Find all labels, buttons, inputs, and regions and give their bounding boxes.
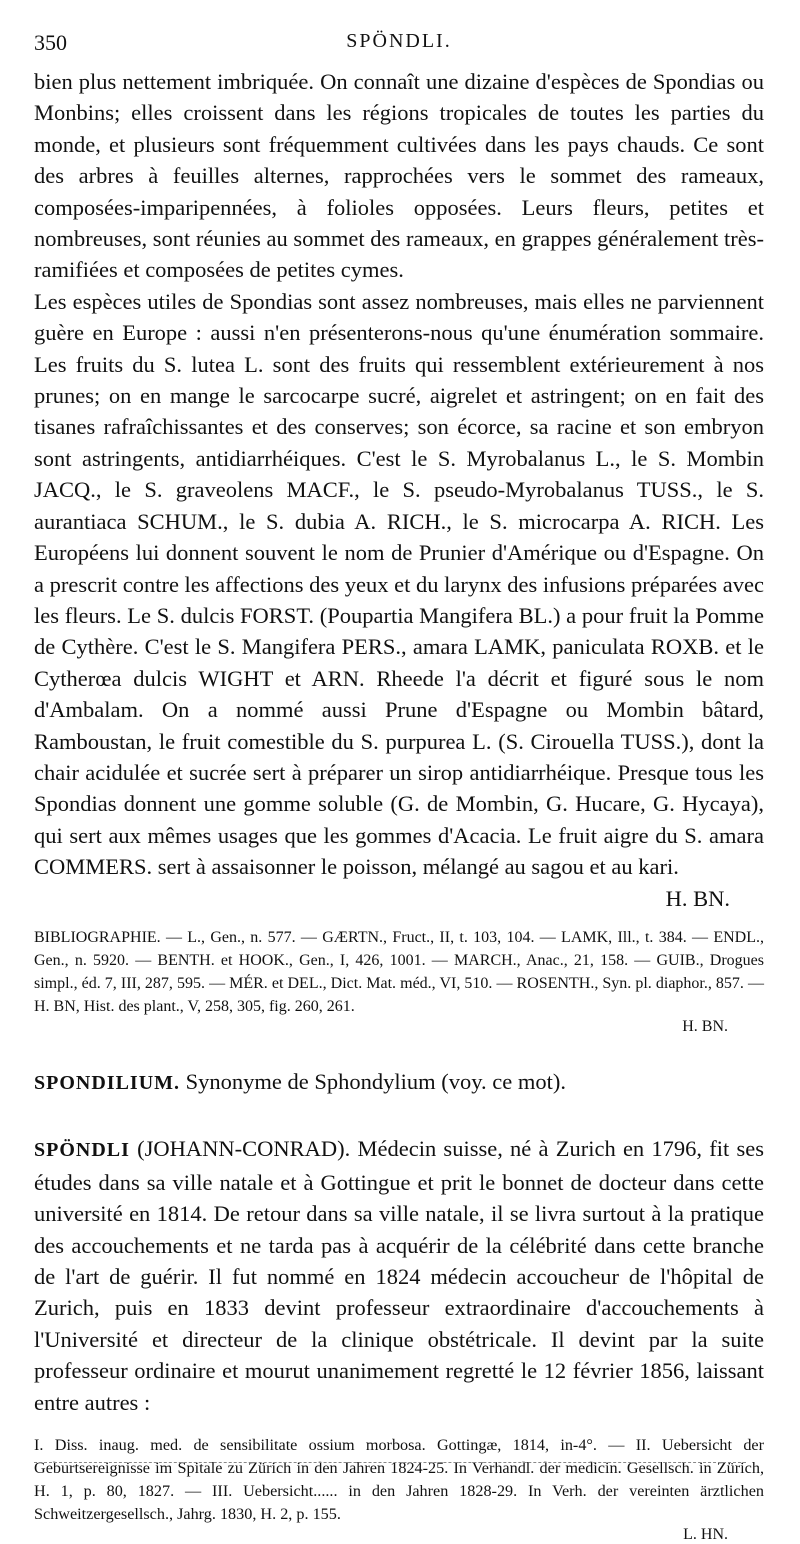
footer-rule — [34, 1462, 746, 1463]
headword-spondli: SPÖNDLI — [34, 1139, 130, 1162]
spondli-text: (JOHANN-CONRAD). Médecin suisse, né à Zurich en 1796, fit ses études dans sa ville natale et à Gottingue et prit le bonnet de docteur dans cette université en 1814. De retour dans sa ville natale, il se livra surtout à la pratique des accouchements et ne tarda pas à acquérir de la célébrité dans cette branche de l'art de guérir. Il fut nommé en 1824 médecin accoucheur de l'hôpital de Zurich, puis en 1833 devint professeur extraordinaire d'accouchements à l'Université et directeur de la clinique obstétricale. Il devint par la suite professeur ordinaire et mourut unanimement regretté le 12 février 1856, laissant entre autres : — [34, 1136, 764, 1415]
bibliography: BIBLIOGRAPHIE. — L., Gen., n. 577. — GÆRTN., Fruct., II, t. 103, 104. — LAMK, Ill., t. 384. — ENDL., Gen., n. 5920. — BENTH. et HOOK., Gen., I, 426, 1001. — MARCH., Anac., 21, 158. — GUIB., Drogues simpl., éd. 7, III, 287, 595. — MÉR. et DEL., Dict. Mat. méd., VI, 510. — ROSENTH., Syn. pl. diaphor., 857. — H. BN, Hist. des plant., V, 258, 305, fig. 260, 261. — [34, 928, 764, 1015]
bibliography-signature: H. BN. — [682, 1017, 728, 1035]
entry-spondilium — [34, 1066, 764, 1099]
spondilium-text: Synonyme de Sphondylium (voy. ce mot). — [185, 1068, 567, 1094]
running-head — [34, 0, 764, 66]
running-title: SPÖNDLI. — [346, 30, 452, 52]
spondias-paragraph-2: Les espèces utiles de Spondias sont assez nombreuses, mais elles ne parviennent guère en Europe : aussi n'en présenterons-nous qu'une énumération sommaire. Les fruits du S. lutea L. sont des fruits qui ressemblent extérieurement à nos prunes; on en mange le sarcocarpe sucré, aigrelet et astringent; on en fait des tisanes rafraîchissantes et des conserves; son écorce, sa racine et son embryon sont astringents, antidiarrhéiques. C'est le S. Myrobalanus L., le S. Mombin JACQ., le S. graveolens MACF., le S. pseudo-Myrobalanus TUSS., le S. aurantiaca SCHUM., le S. dubia A. RICH., le S. microcarpa A. RICH. Les Européens lui donnent souvent le nom de Prunier d'Amérique ou d'Espagne. On a prescrit contre les affections des yeux et du larynx des infusions préparées avec les fleurs. Le S. dulcis FORST. (Poupartia Mangifera BL.) a pour fruit la Pomme de Cythère. C'est le S. Mangifera PERS., amara LAMK, paniculata ROXB. et le Cytherœa dulcis WIGHT et ARN. Rheede l'a décrit et figuré sous le nom d'Ambalam. On a nommé aussi Prune d'Espagne ou Mombin bâtard, Ramboustan, le fruit comestible du S. purpurea L. (S. Cirouella TUSS.), dont la chair acidulée et sucrée sert à préparer un sirop antidiarrhéique. Presque tous les Spondias donnent une gomme soluble (G. de Mombin, G. Hucare, G. Hycaya), qui sert aux mêmes usages que les gommes d'Acacia. Le fruit aigre du S. amara COMMERS. sert à assaisonner le poisson, mélangé au sagou et au kari. — [34, 288, 764, 880]
spondias-paragraph-1: bien plus nettement imbriquée. On connaît une dizaine d'espèces de Spondias ou Monbins; elles croissent dans les régions tropicales de toutes les parties du monde, et plusieurs sont fréquemment cultivées dans les pays chauds. Ce sont des arbres à feuilles alternes, rapprochées vers le sommet des rameaux, composées-imparipennées, à folioles opposées. Leurs fleurs, petites et nombreuses, sont réunies au sommet des rameaux, en grappes généralement très-ramifiées et composées de petites cymes. — [34, 69, 764, 283]
spondias-article — [34, 66, 764, 914]
spondias-signature: H. BN. — [665, 885, 730, 911]
entry-spondli — [34, 1133, 764, 1418]
page-number: 350 — [34, 30, 67, 55]
page — [34, 0, 764, 1544]
works-signature: L. HN. — [683, 1526, 728, 1544]
headword-spondilium: SPONDILIUM. — [34, 1071, 181, 1094]
works-list: I. Diss. inaug. med. de sensibilitate ossium morbosa. Gottingæ, 1814, in-4°. — II. Uebersicht der Geburtsereignisse im Spitale zu Zürich in den Jahren 1824-25. In Verhandl. der medicin. Gesellsch. in Zürich, H. 1, p. 80, 1827. — III. Uebersicht...... in den Jahren 1828-29. In Verh. der vereinten ärztlichen Schweitzergesellsch., Jahrg. 1830, H. 2, p. 155. — [34, 1436, 764, 1524]
